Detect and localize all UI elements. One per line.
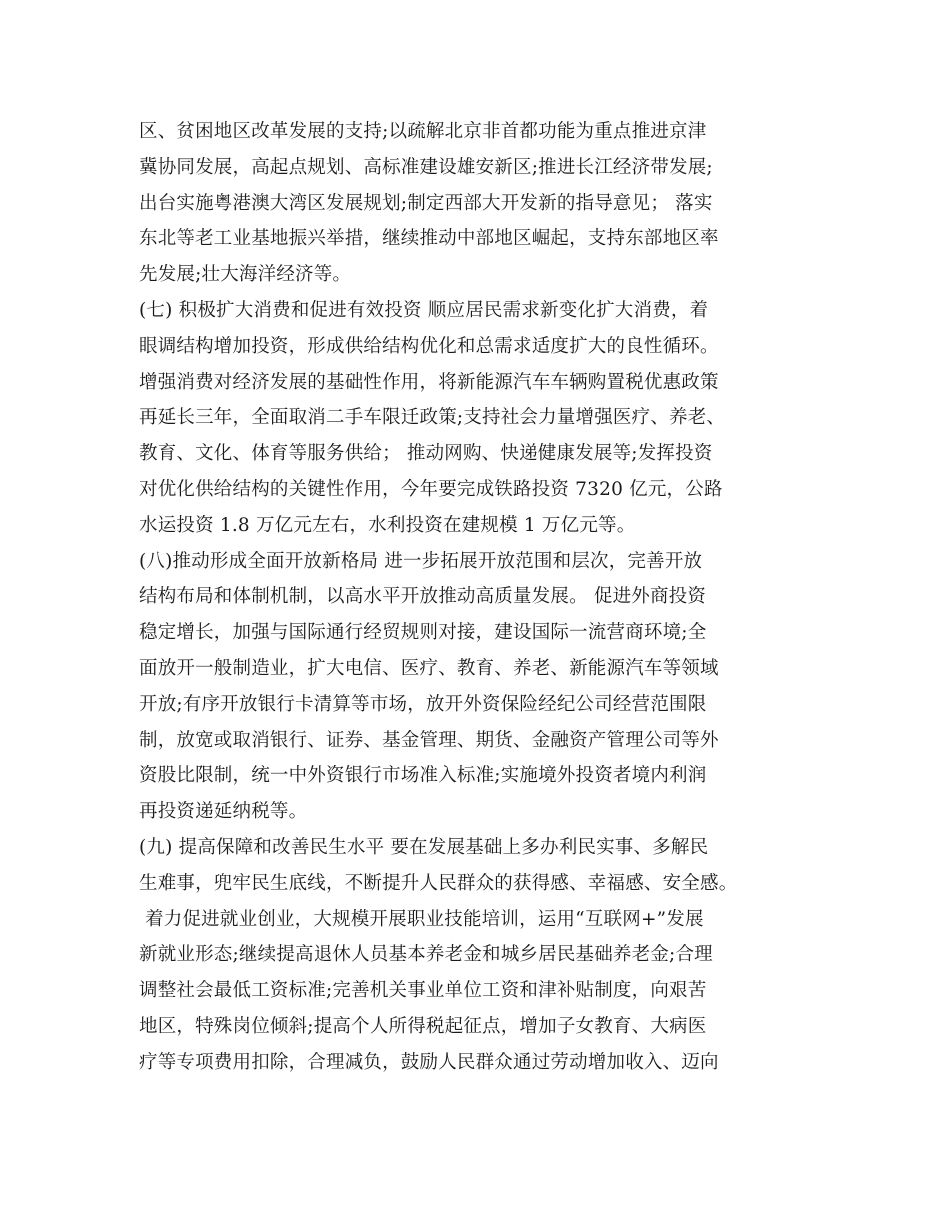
text-line: 增强消费对经济发展的基础性作用，将新能源汽车车辆购置税优惠政策 [139, 371, 719, 393]
text-line: 面放开一般制造业，扩大电信、医疗、教育、养老、新能源汽车等领域 [139, 657, 719, 679]
text-line: 新就业形态;继续提高退休人员基本养老金和城乡居民基础养老金;合理 [139, 944, 713, 966]
text-line: 再延长三年，全面取消二手车限迁政策;支持社会力量增强医疗、养老、 [139, 407, 726, 429]
text-line: 资股比限制，统一中外资银行市场准入标准;实施境外投资者境内利润 [139, 765, 707, 787]
text-line: 区、贫困地区改革发展的支持;以疏解北京非首都功能为重点推进京津 [139, 121, 707, 142]
text-line: 制，放宽或取消银行、证券、基金管理、期货、金融资产管理公司等外 [139, 729, 719, 751]
text-line: 眼调结构增加投资，形成供给结构优化和总需求适度扩大的良性循环。 [139, 335, 719, 357]
text-line: 稳定增长，加强与国际通行经贸规则对接，建设国际一流营商环境;全 [139, 622, 707, 644]
text-line: 调整社会最低工资标准;完善机关事业单位工资和津补贴制度，向艰苦 [139, 980, 707, 1002]
section-heading-line: (八)推动形成全面开放新格局 进一步拓展开放范围和层次，完善开放 [139, 550, 703, 572]
section-heading-line: (九) 提高保障和改善民生水平 要在发展基础上多办利民实事、多解民 [139, 836, 709, 858]
text-line: 着力促进就业创业，大规模开展职业技能培训，运用“互联网+”发展 [139, 908, 704, 930]
text-line: 先发展;壮大海洋经济等。 [139, 264, 352, 286]
document-body [139, 114, 829, 1081]
text-line: 出台实施粤港澳大湾区发展规划;制定西部大开发新的指导意见； 落实 [139, 192, 713, 214]
text-line: 疗等专项费用扣除，合理减负，鼓励人民群众通过劳动增加收入、迈向 [139, 1051, 719, 1073]
section-heading-line: (七) 积极扩大消费和促进有效投资 顺应居民需求新变化扩大消费，着 [139, 299, 709, 321]
text-line: 冀协同发展，高起点规划、高标准建设雄安新区;推进长江经济带发展; [139, 156, 713, 178]
text-line: 教育、文化、体育等服务供给； 推动网购、快递健康发展等;发挥投资 [139, 443, 713, 465]
text-line: 结构布局和体制机制，以高水平开放推动高质量发展。 促进外商投资 [139, 586, 707, 608]
text-line: 水运投资 1.8 万亿元左右，水利投资在建规模 1 万亿元等。 [139, 514, 636, 536]
text-line: 再投资递延纳税等。 [139, 801, 308, 823]
text-line: 生难事，兜牢民生底线，不断提升人民群众的获得感、幸福感、安全感。 [139, 872, 738, 894]
text-line: 地区，特殊岗位倾斜;提高个人所得税起征点，增加子女教育、大病医 [139, 1015, 707, 1037]
text-line: 东北等老工业基地振兴举措，继续推动中部地区崛起，支持东部地区率 [139, 228, 719, 250]
text-line: 开放;有序开放银行卡清算等市场，放开外资保险经纪公司经营范围限 [139, 693, 707, 715]
text-line: 对优化供给结构的关键性作用，今年要完成铁路投资 7320 亿元，公路 [139, 478, 723, 500]
